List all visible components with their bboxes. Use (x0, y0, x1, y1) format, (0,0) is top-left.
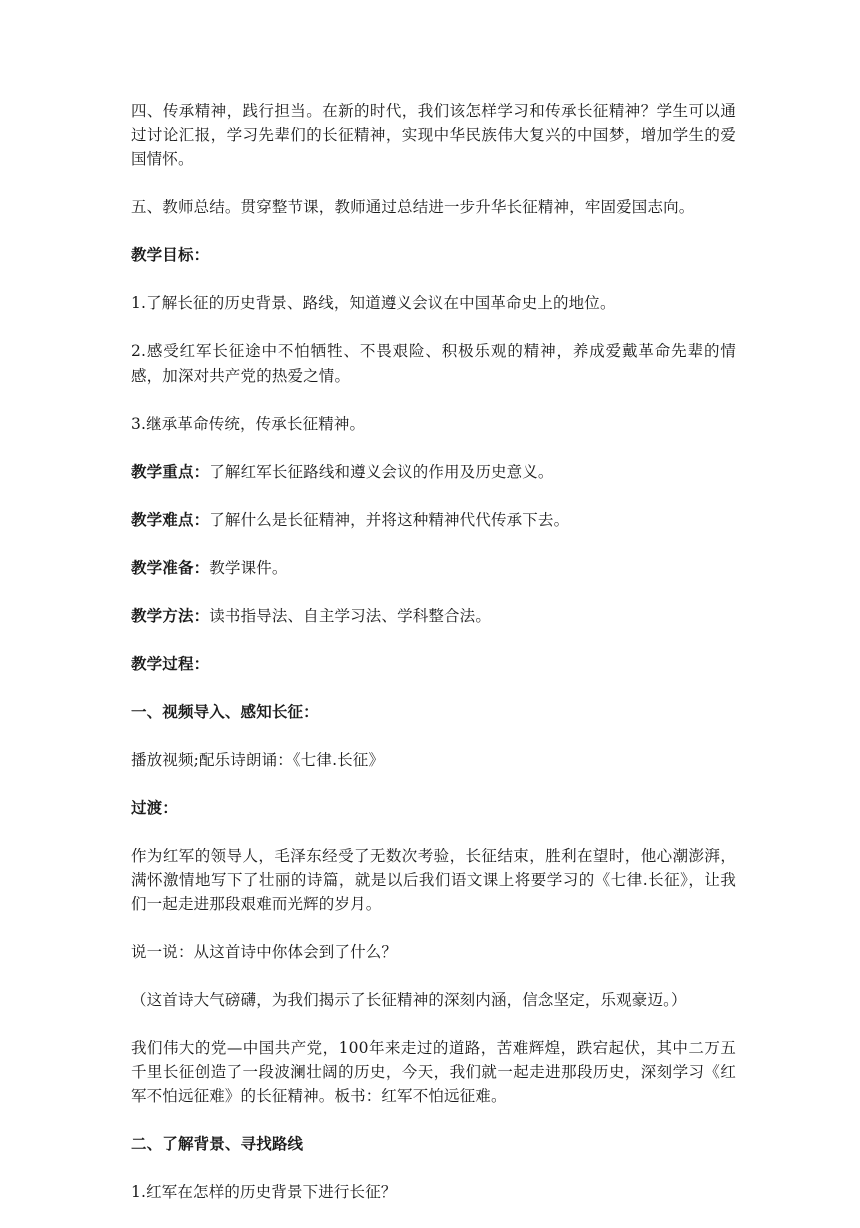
paragraph-discussion-question: 说一说：从这首诗中你体会到了什么？ (131, 943, 398, 962)
teaching-preparation-text: 教学课件。 (209, 558, 288, 577)
teaching-preparation (131, 556, 736, 580)
teaching-difficulties-text: 了解什么是长征精神，并将这种精神代代传承下去。 (209, 510, 570, 529)
document-body (131, 99, 736, 1228)
goal-item-2: 2.感受红军长征途中不怕牺牲、不畏艰险、积极乐观的精神，养成爱戴革命先辈的情感，加深对共产党的热爱之情。 (131, 342, 736, 385)
paragraph-mao-poem: 作为红军的领导人，毛泽东经受了无数次考验，长征结束，胜利在望时，他心潮澎湃，满怀激情地写下了壮丽的诗篇，就是以后我们语文课上将要学习的《七律.长征》，让我们一起走进那段艰难而光辉的岁月。 (131, 846, 736, 914)
heading-section-one: 一、视频导入、感知长征： (131, 701, 319, 721)
teaching-key-points-label: 教学重点： (131, 461, 210, 481)
heading-section-two: 二、了解背景、寻找路线 (131, 1134, 304, 1154)
heading-teaching-goals: 教学目标： (131, 245, 210, 265)
teaching-preparation-label: 教学准备： (131, 557, 210, 577)
teaching-difficulties-label: 教学难点： (131, 509, 210, 529)
teaching-methods-label: 教学方法： (131, 605, 210, 625)
teaching-key-points (131, 460, 736, 484)
teaching-difficulties (131, 508, 736, 532)
paragraph-play-video: 播放视频;配乐诗朗诵：《七律.长征》 (131, 750, 385, 769)
teaching-methods-text: 读书指导法、自主学习法、学科整合法。 (209, 606, 491, 625)
paragraph-party-history: 我们伟大的党—中国共产党，100年来走过的道路，苦难辉煌，跌宕起伏，其中二万五千里长征创造了一段波澜壮阔的历史，今天，我们就一起走进那段历史，深刻学习《红军不怕远征难》的长征精神。板书：红军不怕远征难。 (131, 1039, 736, 1106)
paragraph-section-four: 四、传承精神，践行担当。在新的时代，我们该怎样学习和传承长征精神？学生可以通过讨论汇报，学习先辈们的长征精神，实现中华民族伟大复兴的中国梦，增加学生的爱国情怀。 (131, 102, 736, 169)
heading-transition: 过渡： (131, 797, 178, 817)
paragraph-background-question: 1.红军在怎样的历史背景下进行长征？ (131, 1183, 397, 1202)
goal-item-1: 1.了解长征的历史背景、路线，知道遵义会议在中国革命史上的地位。 (131, 294, 616, 313)
teaching-key-points-text: 了解红军长征路线和遵义会议的作用及历史意义。 (209, 462, 554, 481)
teaching-methods (131, 604, 736, 628)
heading-teaching-process: 教学过程： (131, 653, 210, 673)
goal-item-3: 3.继承革命传统，传承长征精神。 (131, 414, 366, 433)
paragraph-poem-answer: （这首诗大气磅礴，为我们揭示了长征精神的深刻内涵，信念坚定，乐观豪迈。） (131, 991, 687, 1010)
paragraph-section-five: 五、教师总结。贯穿整节课，教师通过总结进一步升华长征精神，牢固爱国志向。 (131, 198, 695, 217)
